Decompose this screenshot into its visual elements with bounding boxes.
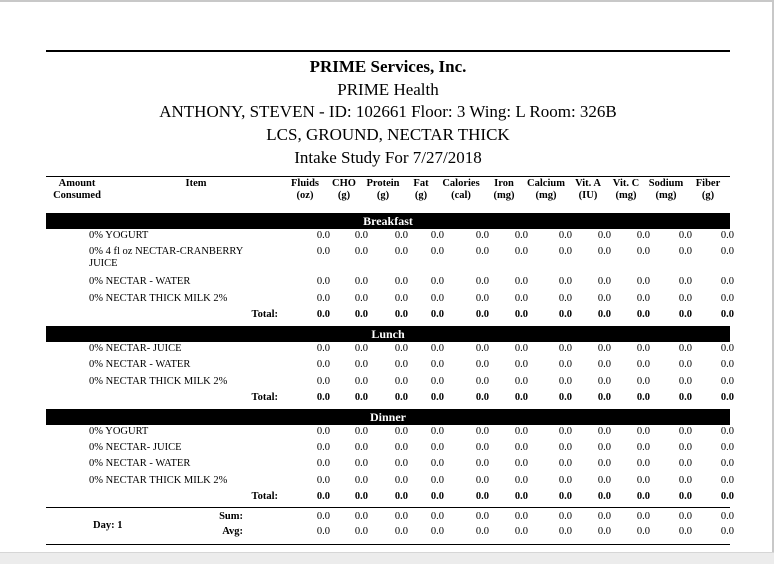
value-cell: 0.0 bbox=[316, 391, 330, 403]
column-header-amount bbox=[46, 178, 108, 202]
value-cell: 0.0 bbox=[597, 246, 611, 258]
value-cell: 0.0 bbox=[430, 425, 444, 437]
value-cell: 0.0 bbox=[597, 458, 611, 470]
value-cell: 0.0 bbox=[475, 511, 489, 522]
value-cell: 0.0 bbox=[430, 526, 444, 537]
report-subtitle: PRIME Health bbox=[337, 80, 439, 99]
value-cell: 0.0 bbox=[678, 308, 692, 320]
value-cell: 0.0 bbox=[475, 342, 489, 354]
value-cell: 0.0 bbox=[430, 342, 444, 354]
value-cell: 0.0 bbox=[720, 292, 734, 304]
value-cell: 0.0 bbox=[514, 342, 528, 354]
study-title: Intake Study For 7/27/2018 bbox=[294, 148, 482, 167]
value-cell: 0.0 bbox=[678, 526, 692, 537]
value-cell: 0.0 bbox=[720, 276, 734, 288]
column-header-nutrient-line: Fat bbox=[413, 178, 429, 189]
meal-header-breakfast: Breakfast bbox=[46, 213, 730, 229]
value-cell: 0.0 bbox=[475, 458, 489, 470]
value-cell: 0.0 bbox=[636, 230, 650, 241]
value-cell: 0.0 bbox=[394, 425, 408, 437]
value-cell: 0.0 bbox=[316, 425, 330, 437]
value-cell: 0.0 bbox=[475, 526, 489, 537]
value-cell: 0.0 bbox=[316, 474, 330, 486]
value-cell: 0.0 bbox=[597, 230, 611, 241]
value-cell: 0.0 bbox=[636, 246, 650, 258]
item-text: 0% NECTAR THICK MILK 2% bbox=[89, 292, 228, 304]
value-cell: 0.0 bbox=[720, 491, 734, 502]
value-cell: 0.0 bbox=[316, 246, 330, 258]
value-cell: 0.0 bbox=[514, 458, 528, 470]
column-header-nutrient-line: CHO bbox=[332, 178, 356, 189]
value-cell: 0.0 bbox=[636, 276, 650, 288]
sum-label: Sum: bbox=[219, 511, 243, 522]
item-text: 0% NECTAR THICK MILK 2% bbox=[89, 474, 228, 486]
value-cell: 0.0 bbox=[678, 511, 692, 522]
value-cell: 0.0 bbox=[475, 230, 489, 241]
value-cell: 0.0 bbox=[636, 391, 650, 403]
value-cell: 0.0 bbox=[430, 511, 444, 522]
value-cell: 0.0 bbox=[558, 292, 572, 304]
company-name: PRIME Services, Inc. bbox=[309, 57, 467, 76]
value-cell: 0.0 bbox=[316, 491, 330, 502]
value-cell: 0.0 bbox=[636, 442, 650, 454]
value-cell: 0.0 bbox=[636, 474, 650, 486]
value-cell: 0.0 bbox=[394, 342, 408, 354]
value-cell: 0.0 bbox=[558, 511, 572, 522]
value-cell: 0.0 bbox=[678, 359, 692, 371]
value-cell: 0.0 bbox=[316, 526, 330, 537]
column-header-nutrient-line: Sodium bbox=[648, 178, 684, 189]
value-cell: 0.0 bbox=[394, 526, 408, 537]
column-header-nutrient-line: (mg) bbox=[493, 190, 515, 201]
value-cell: 0.0 bbox=[316, 458, 330, 470]
value-cell: 0.0 bbox=[597, 474, 611, 486]
value-cell: 0.0 bbox=[636, 359, 650, 371]
value-cell: 0.0 bbox=[597, 308, 611, 320]
day-label: Day: 1 bbox=[93, 520, 123, 531]
value-cell: 0.0 bbox=[678, 391, 692, 403]
value-cell: 0.0 bbox=[514, 491, 528, 502]
patient-line: ANTHONY, STEVEN - ID: 102661 Floor: 3 Wing: L Room: 326B bbox=[159, 102, 617, 121]
value-cell: 0.0 bbox=[394, 391, 408, 403]
value-cell: 0.0 bbox=[475, 474, 489, 486]
value-cell: 0.0 bbox=[354, 359, 368, 371]
column-header-nutrient-line: (g) bbox=[337, 190, 351, 201]
column-header-nutrient-line: Vit. C bbox=[612, 178, 640, 189]
value-cell: 0.0 bbox=[558, 375, 572, 387]
value-cell: 0.0 bbox=[558, 246, 572, 258]
column-header-nutrient-line: (oz) bbox=[296, 190, 314, 201]
value-cell: 0.0 bbox=[636, 511, 650, 522]
value-cell: 0.0 bbox=[597, 276, 611, 288]
value-cell: 0.0 bbox=[475, 359, 489, 371]
value-cell: 0.0 bbox=[514, 511, 528, 522]
value-cell: 0.0 bbox=[475, 276, 489, 288]
value-cell: 0.0 bbox=[514, 526, 528, 537]
value-cell: 0.0 bbox=[430, 292, 444, 304]
value-cell: 0.0 bbox=[678, 491, 692, 502]
value-cell: 0.0 bbox=[636, 292, 650, 304]
value-cell: 0.0 bbox=[394, 442, 408, 454]
value-cell: 0.0 bbox=[514, 474, 528, 486]
value-cell: 0.0 bbox=[720, 246, 734, 258]
value-cell: 0.0 bbox=[514, 246, 528, 258]
value-cell: 0.0 bbox=[678, 292, 692, 304]
value-cell: 0.0 bbox=[430, 375, 444, 387]
value-cell: 0.0 bbox=[597, 425, 611, 437]
value-cell: 0.0 bbox=[597, 292, 611, 304]
value-cell: 0.0 bbox=[354, 491, 368, 502]
value-cell: 0.0 bbox=[394, 359, 408, 371]
value-cell: 0.0 bbox=[558, 458, 572, 470]
value-cell: 0.0 bbox=[430, 246, 444, 258]
value-cell: 0.0 bbox=[354, 246, 368, 258]
total-label: Total: bbox=[251, 308, 278, 320]
value-cell: 0.0 bbox=[430, 458, 444, 470]
value-cell: 0.0 bbox=[558, 526, 572, 537]
column-header-nutrient-line: (mg) bbox=[535, 190, 557, 201]
window-status-strip bbox=[0, 552, 774, 564]
value-cell: 0.0 bbox=[597, 391, 611, 403]
column-header-item-label: Item bbox=[185, 178, 207, 189]
value-cell: 0.0 bbox=[430, 230, 444, 241]
column-header-nutrient-line: (mg) bbox=[615, 190, 637, 201]
column-header-amount-line2: Consumed bbox=[53, 190, 101, 201]
value-cell: 0.0 bbox=[558, 491, 572, 502]
value-cell: 0.0 bbox=[354, 458, 368, 470]
value-cell: 0.0 bbox=[636, 491, 650, 502]
value-cell: 0.0 bbox=[720, 308, 734, 320]
value-cell: 0.0 bbox=[678, 442, 692, 454]
value-cell: 0.0 bbox=[720, 458, 734, 470]
value-cell: 0.0 bbox=[354, 308, 368, 320]
item-text: 0% YOGURT bbox=[89, 425, 149, 437]
column-header-amount-line1: Amount bbox=[58, 178, 96, 189]
column-header-nutrient-line: Calories bbox=[442, 178, 480, 189]
value-cell: 0.0 bbox=[597, 511, 611, 522]
value-cell: 0.0 bbox=[316, 276, 330, 288]
value-cell: 0.0 bbox=[558, 442, 572, 454]
value-cell: 0.0 bbox=[316, 442, 330, 454]
value-cell: 0.0 bbox=[394, 491, 408, 502]
value-cell: 0.0 bbox=[394, 292, 408, 304]
value-cell: 0.0 bbox=[475, 246, 489, 258]
total-label: Total: bbox=[251, 491, 278, 502]
value-cell: 0.0 bbox=[394, 474, 408, 486]
value-cell: 0.0 bbox=[475, 491, 489, 502]
column-header-nutrient-line: (cal) bbox=[451, 190, 471, 201]
value-cell: 0.0 bbox=[597, 526, 611, 537]
value-cell: 0.0 bbox=[514, 442, 528, 454]
window-top-border bbox=[0, 0, 774, 2]
value-cell: 0.0 bbox=[394, 458, 408, 470]
value-cell: 0.0 bbox=[475, 391, 489, 403]
value-cell: 0.0 bbox=[354, 276, 368, 288]
value-cell: 0.0 bbox=[720, 359, 734, 371]
value-cell: 0.0 bbox=[597, 342, 611, 354]
column-header-nutrient-line: (g) bbox=[376, 190, 390, 201]
value-cell: 0.0 bbox=[354, 230, 368, 241]
value-cell: 0.0 bbox=[354, 526, 368, 537]
value-cell: 0.0 bbox=[720, 474, 734, 486]
value-cell: 0.0 bbox=[558, 425, 572, 437]
value-cell: 0.0 bbox=[636, 458, 650, 470]
value-cell: 0.0 bbox=[558, 391, 572, 403]
value-cell: 0.0 bbox=[597, 359, 611, 371]
value-cell: 0.0 bbox=[558, 308, 572, 320]
report-page bbox=[46, 50, 734, 550]
total-label: Total: bbox=[251, 391, 278, 403]
value-cell: 0.0 bbox=[514, 359, 528, 371]
item-text: 0% NECTAR- JUICE bbox=[89, 442, 182, 454]
value-cell: 0.0 bbox=[678, 246, 692, 258]
value-cell: 0.0 bbox=[636, 375, 650, 387]
column-header-nutrient-line: Fluids bbox=[290, 178, 319, 189]
value-cell: 0.0 bbox=[636, 425, 650, 437]
value-cell: 0.0 bbox=[394, 308, 408, 320]
value-cell: 0.0 bbox=[430, 359, 444, 371]
value-cell: 0.0 bbox=[394, 230, 408, 241]
value-cell: 0.0 bbox=[558, 276, 572, 288]
column-header-nutrient-line: (IU) bbox=[578, 190, 598, 201]
value-cell: 0.0 bbox=[514, 308, 528, 320]
value-cell: 0.0 bbox=[316, 375, 330, 387]
summary-rule bbox=[46, 507, 730, 508]
value-cell: 0.0 bbox=[514, 230, 528, 241]
value-cell: 0.0 bbox=[558, 230, 572, 241]
value-cell: 0.0 bbox=[597, 375, 611, 387]
diet-line: LCS, GROUND, NECTAR THICK bbox=[266, 125, 510, 144]
value-cell: 0.0 bbox=[316, 511, 330, 522]
item-text: 0% NECTAR - WATER bbox=[89, 276, 191, 288]
value-cell: 0.0 bbox=[394, 246, 408, 258]
value-cell: 0.0 bbox=[354, 511, 368, 522]
meal-header-dinner: Dinner bbox=[46, 409, 730, 425]
value-cell: 0.0 bbox=[678, 342, 692, 354]
value-cell: 0.0 bbox=[514, 375, 528, 387]
column-header-rule bbox=[46, 176, 730, 177]
column-header-nutrient-line: Fiber bbox=[695, 178, 721, 189]
value-cell: 0.0 bbox=[394, 375, 408, 387]
value-cell: 0.0 bbox=[678, 458, 692, 470]
value-cell: 0.0 bbox=[720, 230, 734, 241]
column-header-nutrient-line: (g) bbox=[701, 190, 715, 201]
value-cell: 0.0 bbox=[475, 292, 489, 304]
column-header-nutrient-line: Iron bbox=[494, 178, 514, 189]
value-cell: 0.0 bbox=[316, 342, 330, 354]
value-cell: 0.0 bbox=[720, 391, 734, 403]
value-cell: 0.0 bbox=[316, 230, 330, 241]
value-cell: 0.0 bbox=[475, 442, 489, 454]
value-cell: 0.0 bbox=[475, 308, 489, 320]
item-text: 0% NECTAR THICK MILK 2% bbox=[89, 375, 228, 387]
value-cell: 0.0 bbox=[430, 491, 444, 502]
value-cell: 0.0 bbox=[720, 511, 734, 522]
value-cell: 0.0 bbox=[720, 442, 734, 454]
value-cell: 0.0 bbox=[394, 511, 408, 522]
value-cell: 0.0 bbox=[354, 375, 368, 387]
value-cell: 0.0 bbox=[475, 425, 489, 437]
column-header-nutrient bbox=[682, 178, 734, 202]
value-cell: 0.0 bbox=[558, 359, 572, 371]
value-cell: 0.0 bbox=[354, 292, 368, 304]
value-cell: 0.0 bbox=[430, 308, 444, 320]
value-cell: 0.0 bbox=[430, 276, 444, 288]
value-cell: 0.0 bbox=[636, 526, 650, 537]
column-header-nutrient-line: Vit. A bbox=[575, 178, 601, 189]
column-header-nutrient-line: (mg) bbox=[655, 190, 677, 201]
value-cell: 0.0 bbox=[514, 425, 528, 437]
bottom-rule bbox=[46, 544, 730, 545]
value-cell: 0.0 bbox=[475, 375, 489, 387]
value-cell: 0.0 bbox=[720, 342, 734, 354]
value-cell: 0.0 bbox=[558, 342, 572, 354]
top-rule bbox=[46, 50, 730, 52]
value-cell: 0.0 bbox=[354, 391, 368, 403]
item-text: 0% NECTAR - WATER bbox=[89, 458, 191, 470]
column-header-item bbox=[166, 178, 226, 190]
item-text: 0% YOGURT bbox=[89, 230, 149, 241]
item-text: 0% NECTAR - WATER bbox=[89, 359, 191, 371]
value-cell: 0.0 bbox=[514, 391, 528, 403]
item-text: 0% 4 fl oz NECTAR-CRANBERRY JUICE bbox=[89, 246, 243, 270]
value-cell: 0.0 bbox=[394, 276, 408, 288]
value-cell: 0.0 bbox=[430, 474, 444, 486]
value-cell: 0.0 bbox=[354, 474, 368, 486]
value-cell: 0.0 bbox=[678, 375, 692, 387]
value-cell: 0.0 bbox=[316, 292, 330, 304]
value-cell: 0.0 bbox=[558, 474, 572, 486]
value-cell: 0.0 bbox=[354, 442, 368, 454]
value-cell: 0.0 bbox=[354, 425, 368, 437]
column-header-nutrient-line: (g) bbox=[414, 190, 428, 201]
value-cell: 0.0 bbox=[316, 359, 330, 371]
value-cell: 0.0 bbox=[597, 442, 611, 454]
item-text: 0% NECTAR- JUICE bbox=[89, 342, 182, 354]
value-cell: 0.0 bbox=[720, 526, 734, 537]
value-cell: 0.0 bbox=[430, 442, 444, 454]
value-cell: 0.0 bbox=[678, 425, 692, 437]
value-cell: 0.0 bbox=[354, 342, 368, 354]
value-cell: 0.0 bbox=[514, 292, 528, 304]
value-cell: 0.0 bbox=[514, 276, 528, 288]
value-cell: 0.0 bbox=[430, 391, 444, 403]
value-cell: 0.0 bbox=[636, 342, 650, 354]
value-cell: 0.0 bbox=[678, 474, 692, 486]
value-cell: 0.0 bbox=[678, 276, 692, 288]
value-cell: 0.0 bbox=[678, 230, 692, 241]
column-header-nutrient-line: Protein bbox=[366, 178, 400, 189]
meal-header-lunch: Lunch bbox=[46, 326, 730, 342]
avg-label: Avg: bbox=[222, 526, 243, 537]
value-cell: 0.0 bbox=[720, 425, 734, 437]
value-cell: 0.0 bbox=[597, 491, 611, 502]
value-cell: 0.0 bbox=[316, 308, 330, 320]
column-header-nutrient-line: Calcium bbox=[527, 178, 565, 189]
value-cell: 0.0 bbox=[636, 308, 650, 320]
value-cell: 0.0 bbox=[720, 375, 734, 387]
